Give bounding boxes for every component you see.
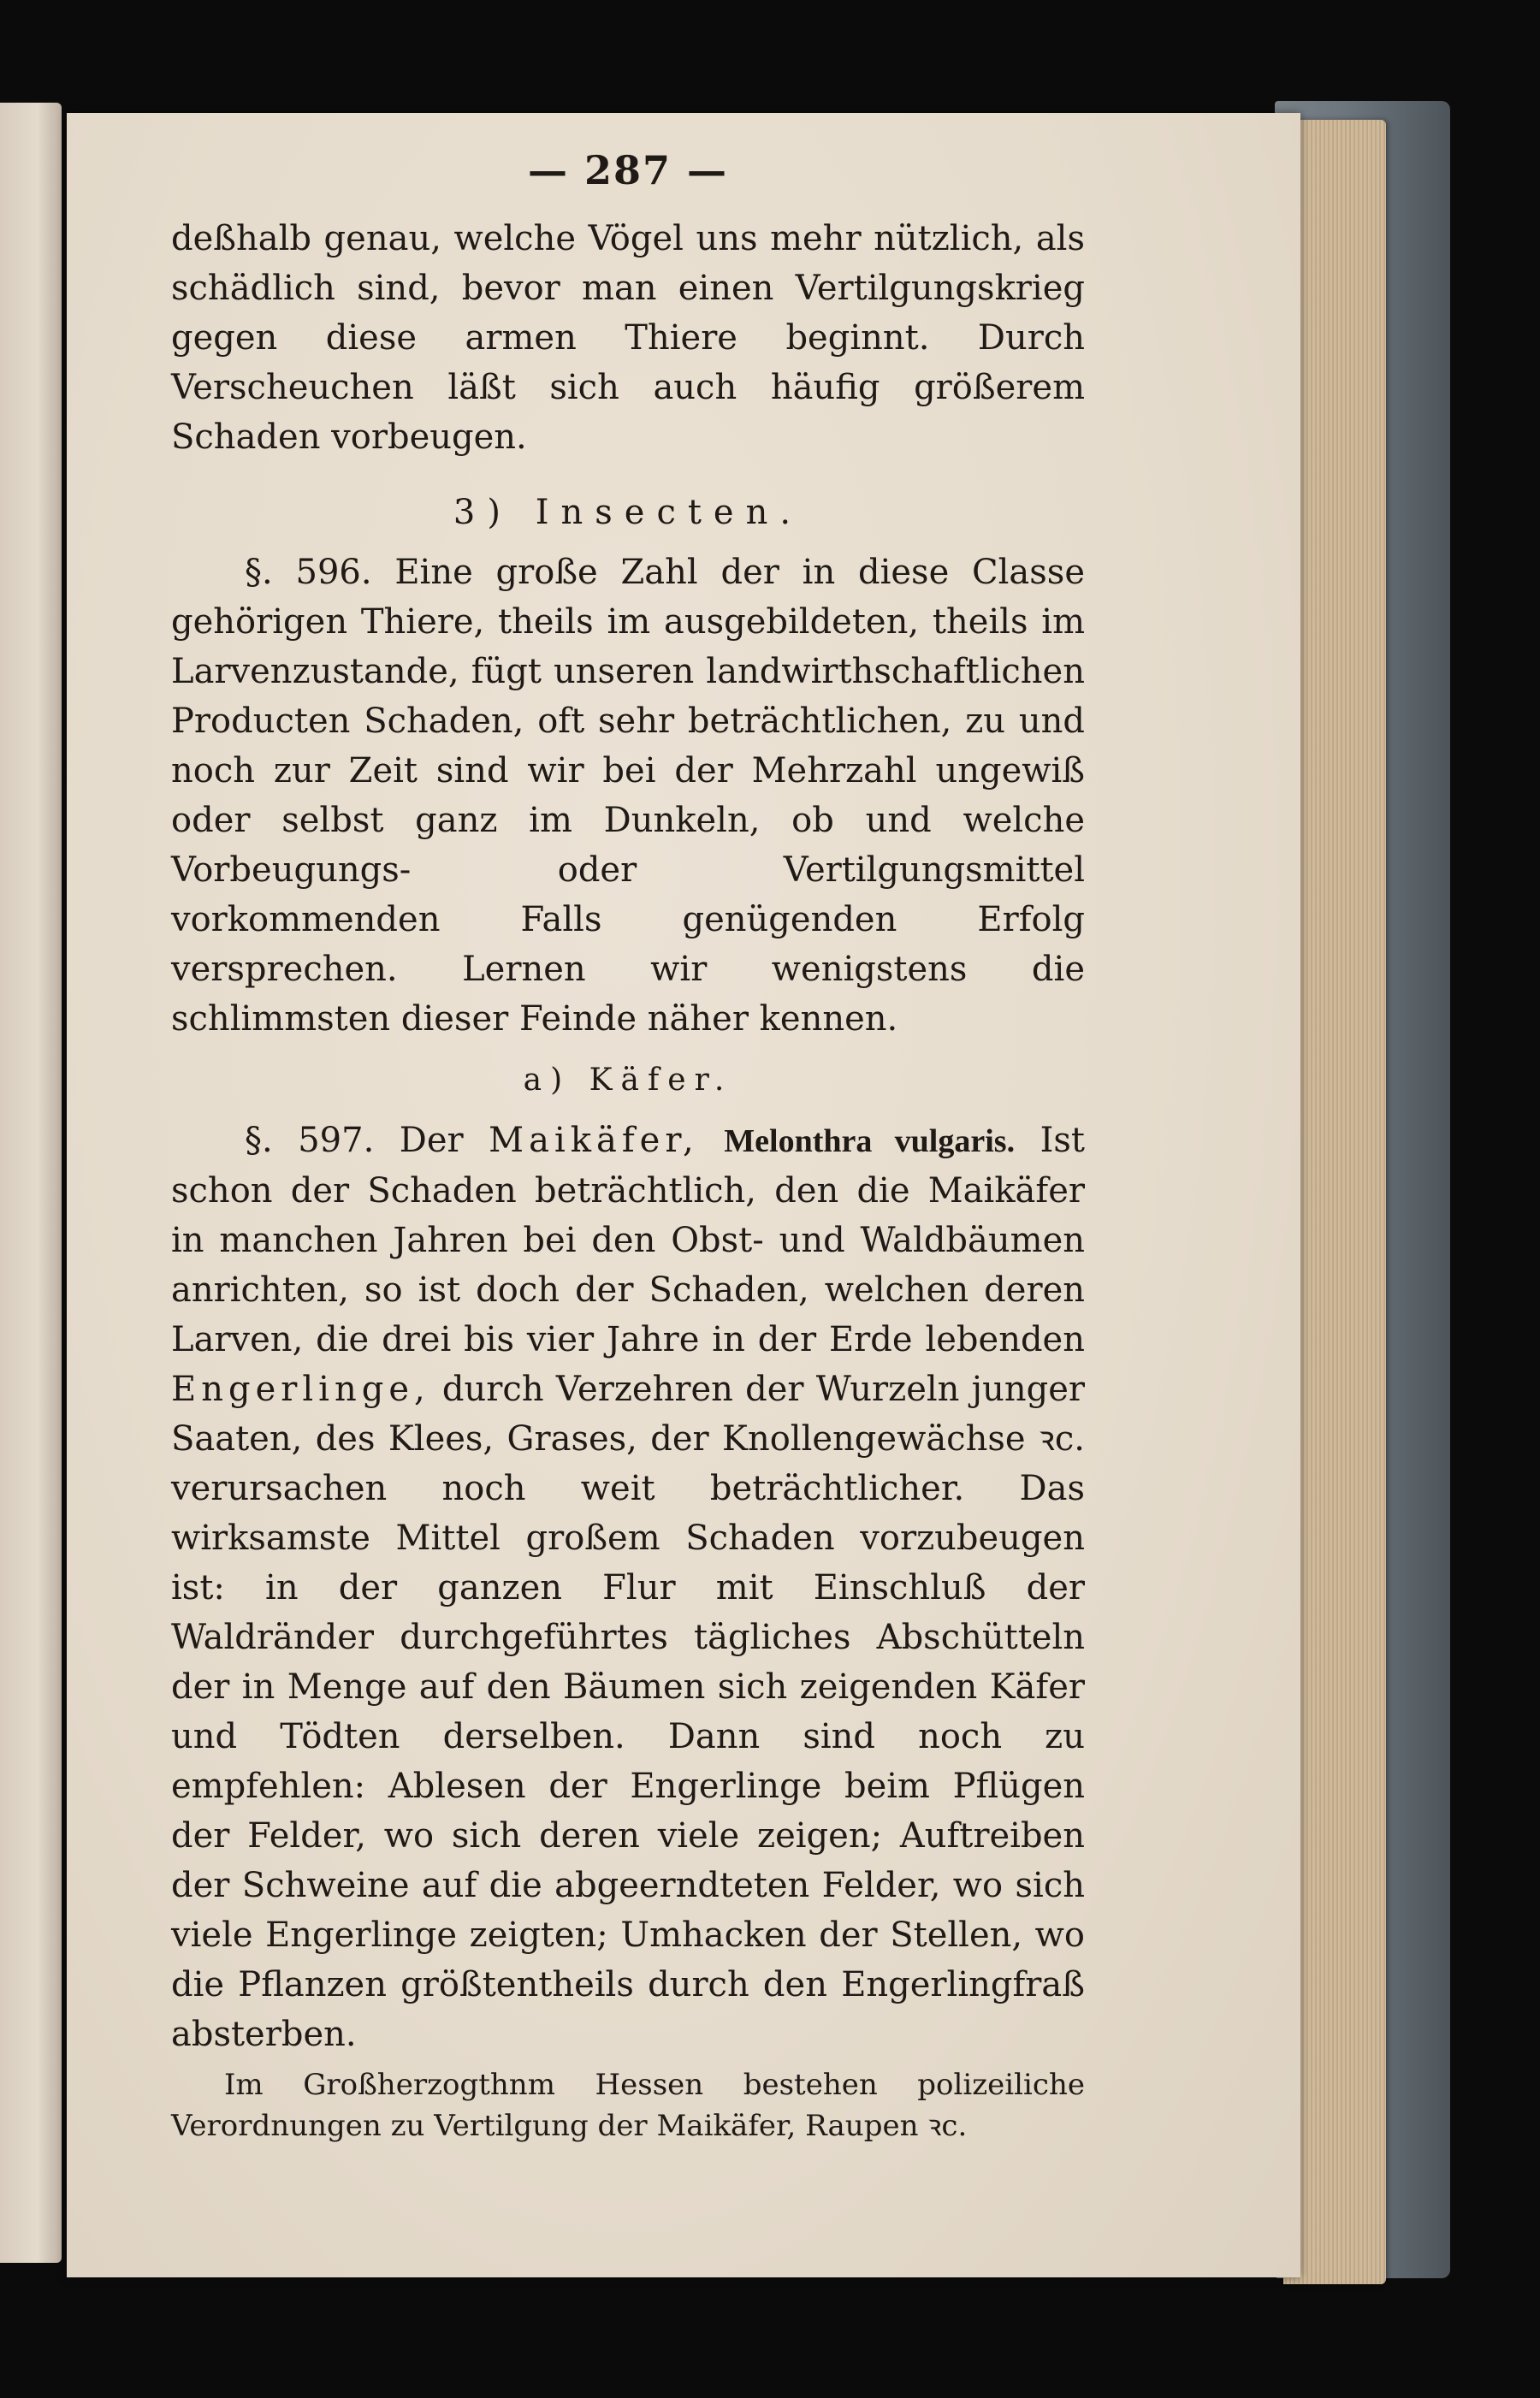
subheading-beetles: a) Käfer. — [523, 1063, 733, 1098]
paragraph-596: §. 596. Eine große Zahl der in diese Classe gehörigen Thiere, theils im ausgebildeten, theils im Larvenzustande, fügt unseren landwirthschaftlichen Producten Schaden, oft sehr beträchtlichen, zu und noch zur Zeit sind wir bei der Mehrzahl ungewiß oder selbst ganz im Dunkeln, ob und welche Vorbeugungs- oder Vertilgungsmittel vorkommenden Falls genügenden Erfolg versprechen. Lernen wir wenigstens die schlimmsten dieser Feinde näher kennen. — [171, 553, 1085, 1039]
page-content — [171, 145, 1085, 2176]
intro-paragraph: deßhalb genau, welche Vögel uns mehr nützlich, als schädlich sind, bevor man einen Vertilgungskrieg gegen diese armen Thiere beginnt. Durch Verscheuchen läßt sich auch häufig größerem Schaden vorbeugen. — [171, 219, 1085, 457]
paragraph-597-middle: Ist schon der Schaden beträchtlich, den die Maikäfer in manchen Jahren bei den Obst- und Waldbäumen anrichten, so ist doch der Schaden, welchen deren Larven, die drei bis vier Jahre in der Erde lebenden — [171, 1121, 1085, 1359]
left-page-edge — [0, 103, 62, 2263]
paragraph-597 — [171, 1116, 1085, 2059]
paragraph-597-end: durch Verzehren der Wurzeln junger Saaten, des Klees, Grases, der Knollengewächse ꝛc. verursachen noch weit beträchtlicher. Das wirksamste Mittel großem Schaden vorzubeugen ist: in der ganzen Flur mit Einschluß der Waldränder durchgeführtes tägliches Abschütteln der in Menge auf den Bäumen sich zeigenden Käfer und Tödten derselben. Dann sind noch zu empfehlen: Ablesen der Engerlinge beim Pflügen der Felder, wo sich deren viele zeigen; Auftreiben der Schweine auf die abgeerndteten Felder, wo sich viele Engerlinge zeigten; Umhacken der Stellen, wo die Pflanzen größtentheils durch den Engerlingfraß absterben. — [171, 1370, 1085, 2054]
page-number: — 287 — — [527, 147, 729, 193]
latin-name: Melonthra vulgaris. — [724, 1123, 1016, 1159]
footnote: Im Großherzogthnm Hessen bestehen polizeiliche Verordnungen zu Vertilgung der Maikäfer, Raupen ꝛc. — [171, 2068, 1085, 2143]
paragraph-597-start: §. 597. Der — [245, 1121, 489, 1160]
term-maikaefer: Maikäfer, — [489, 1121, 699, 1160]
section-heading-insects: 3) Insecten. — [453, 493, 803, 532]
term-engerlinge: Engerlinge, — [171, 1370, 430, 1409]
